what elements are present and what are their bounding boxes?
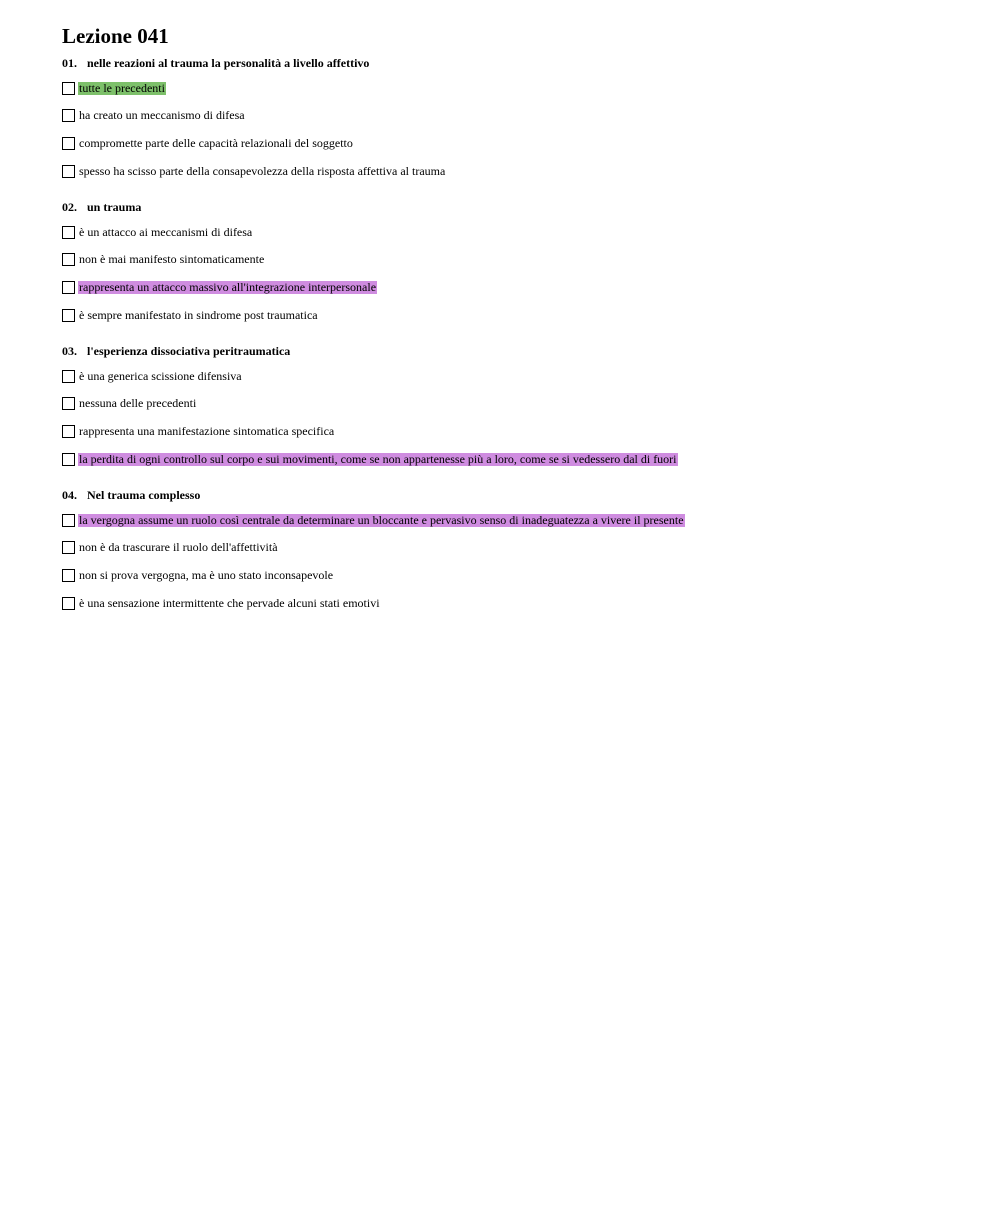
question-number: 04. <box>62 488 77 503</box>
answer-text: ha creato un meccanismo di difesa <box>79 108 245 123</box>
question-text: nelle reazioni al trauma la personalità a livello affettivo <box>87 56 370 70</box>
answer-text: è sempre manifestato in sindrome post traumatica <box>79 307 318 322</box>
answer-checkbox[interactable] <box>62 253 75 266</box>
question-heading <box>62 56 962 70</box>
answer-checkbox[interactable] <box>62 397 75 410</box>
answer-option[interactable] <box>62 512 962 528</box>
answer-checkbox[interactable] <box>62 309 75 322</box>
question-number: 01. <box>62 56 77 70</box>
answer-text: tutte le precedenti <box>79 80 165 95</box>
answer-text: rappresenta una manifestazione sintomatica specifica <box>79 424 335 438</box>
answer-checkbox[interactable] <box>62 453 75 466</box>
answer-option[interactable] <box>62 396 962 412</box>
question-text: un trauma <box>87 200 142 215</box>
question-text: l'esperienza dissociativa peritraumatica <box>87 344 291 359</box>
question-2 <box>62 200 962 323</box>
answer-text: non è da trascurare il ruolo dell'affettività <box>79 540 278 555</box>
question-1 <box>62 56 962 179</box>
answer-checkbox[interactable] <box>62 226 75 239</box>
answer-checkbox[interactable] <box>62 165 75 178</box>
answer-text: è una generica scissione difensiva <box>79 368 242 383</box>
answer-option[interactable] <box>62 252 962 268</box>
answer-option[interactable] <box>62 368 962 384</box>
answer-text: rappresenta un attacco massivo all'integrazione interpersonale <box>79 279 377 294</box>
answer-option[interactable] <box>62 451 962 467</box>
answer-checkbox[interactable] <box>62 425 75 438</box>
answer-option[interactable] <box>62 424 962 440</box>
answer-option[interactable] <box>62 540 962 556</box>
answer-checkbox[interactable] <box>62 109 75 122</box>
answer-checkbox[interactable] <box>62 569 75 582</box>
answer-text: nessuna delle precedenti <box>79 396 197 411</box>
answer-text: spesso ha scisso parte della consapevolezza della risposta affettiva al trauma <box>79 163 446 178</box>
answer-option[interactable] <box>62 224 962 240</box>
answer-option[interactable] <box>62 80 962 96</box>
question-text: Nel trauma complesso <box>87 488 201 503</box>
answer-option[interactable] <box>62 163 962 179</box>
question-number: 02. <box>62 200 77 215</box>
answer-checkbox[interactable] <box>62 597 75 610</box>
answer-option[interactable] <box>62 135 962 151</box>
answer-checkbox[interactable] <box>62 82 75 95</box>
question-4 <box>62 488 962 611</box>
answer-text: la vergogna assume un ruolo così centrale da determinare un bloccante e pervasivo senso di inadeguatezza a vivere il presente <box>79 512 684 527</box>
answer-checkbox[interactable] <box>62 370 75 383</box>
lesson-title: Lezione 041 <box>62 24 169 48</box>
quiz-page <box>62 22 962 632</box>
answer-text: la perdita di ogni controllo sul corpo e sui movimenti, come se non appartenesse più a loro, come se si vedessero dal di fuori <box>79 451 677 466</box>
answer-option[interactable] <box>62 595 962 611</box>
answer-text: è una sensazione intermittente che pervade alcuni stati emotivi <box>79 595 380 610</box>
answer-text: non si prova vergogna, ma è uno stato inconsapevole <box>79 568 334 583</box>
question-3 <box>62 344 962 467</box>
question-number: 03. <box>62 344 77 359</box>
answer-text: compromette parte delle capacità relazionali del soggetto <box>79 135 353 150</box>
question-heading <box>62 344 962 358</box>
answer-checkbox[interactable] <box>62 281 75 294</box>
answer-text: è un attacco ai meccanismi di difesa <box>79 224 253 239</box>
answer-option[interactable] <box>62 307 962 323</box>
answer-checkbox[interactable] <box>62 137 75 150</box>
question-heading <box>62 200 962 214</box>
answer-option[interactable] <box>62 568 962 584</box>
answer-checkbox[interactable] <box>62 514 75 527</box>
question-heading <box>62 488 962 502</box>
answer-text: non è mai manifesto sintomaticamente <box>79 252 265 267</box>
answer-checkbox[interactable] <box>62 541 75 554</box>
answer-option[interactable] <box>62 108 962 124</box>
answer-option[interactable] <box>62 279 962 295</box>
